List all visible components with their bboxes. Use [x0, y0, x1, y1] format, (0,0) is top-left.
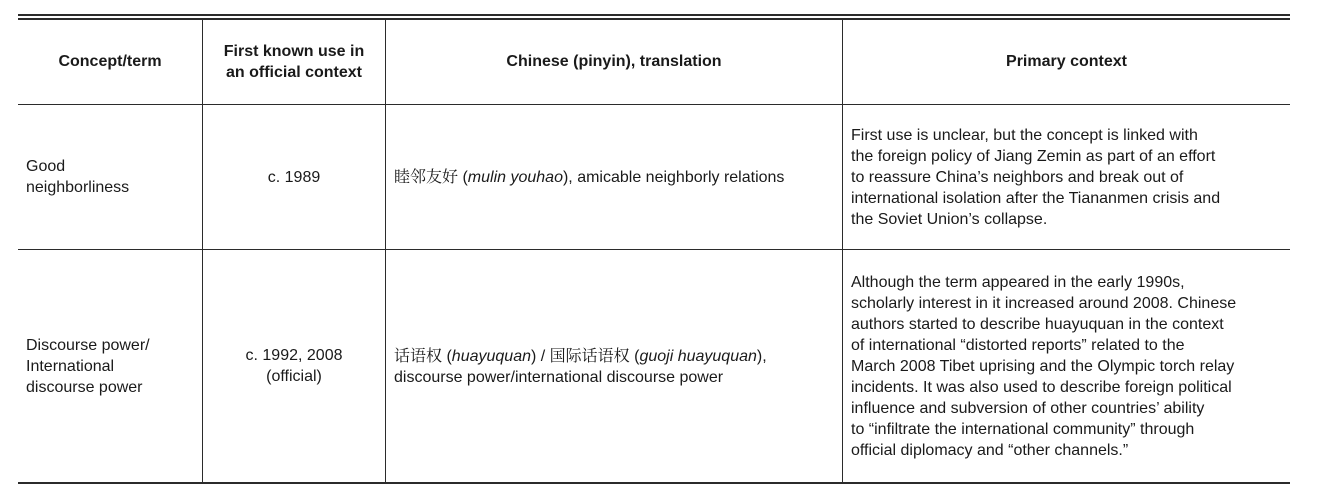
row-1-pinyin: mulin youhao: [467, 169, 563, 186]
header-chinese: Chinese (pinyin), translation: [506, 53, 722, 70]
row-2-chinese: 话语权 (huayuquan) / 国际话语权 (guoji huayuquan), discourse power/international discourse power: [394, 345, 767, 386]
row-2-translation: discourse power/international discourse power: [394, 368, 724, 386]
row-1-context: First use is unclear, but the concept is linked with the foreign policy of Jiang Zemin as part of an effort to reassure China’s neighbors and break out of international isolation after the Tiananmen crisis and the Soviet Union’s collapse.: [851, 126, 1221, 228]
row-2-concept: Discourse power/ International discourse power: [26, 336, 150, 396]
row-1-first-use: c. 1989: [267, 168, 321, 186]
row-2-context: Although the term appeared in the early 1990s, scholarly interest in it increased around 2008. Chinese authors started to describe huayuquan in the context of international “distorted reports” related to the March 2008 Tibet uprising and the Olympic torch relay incidents. It was also used to describe foreign political influence and subversion of other countries’ ability to “infiltrate the international community” through official diplomacy and “other channels.”: [851, 273, 1237, 459]
row-2-pinyin-2: guoji huayuquan: [639, 347, 757, 365]
row-1-concept: Good neighborliness: [26, 158, 130, 196]
bottom-rule: [18, 482, 1290, 484]
header-concept: Concept/term: [58, 53, 162, 70]
row-2-first-use: c. 1992, 2008 (official): [245, 347, 343, 385]
row-2-hanzi-2: 国际话语权: [549, 345, 630, 365]
top-rule: [18, 14, 1290, 16]
header-context: Primary context: [1006, 53, 1127, 70]
row-1-hanzi: 睦邻友好: [394, 167, 459, 186]
concept-table: [18, 14, 1290, 484]
row-1-translation: ), amicable neighborly relations: [562, 169, 785, 186]
header-first-use: First known use in an official context: [223, 42, 365, 81]
row-2-pinyin-1: huayuquan: [451, 347, 531, 365]
row-1-chinese: 睦邻友好 (mulin youhao), amicable neighborly relations: [394, 167, 785, 186]
row-2-hanzi-1: 话语权: [394, 345, 443, 365]
